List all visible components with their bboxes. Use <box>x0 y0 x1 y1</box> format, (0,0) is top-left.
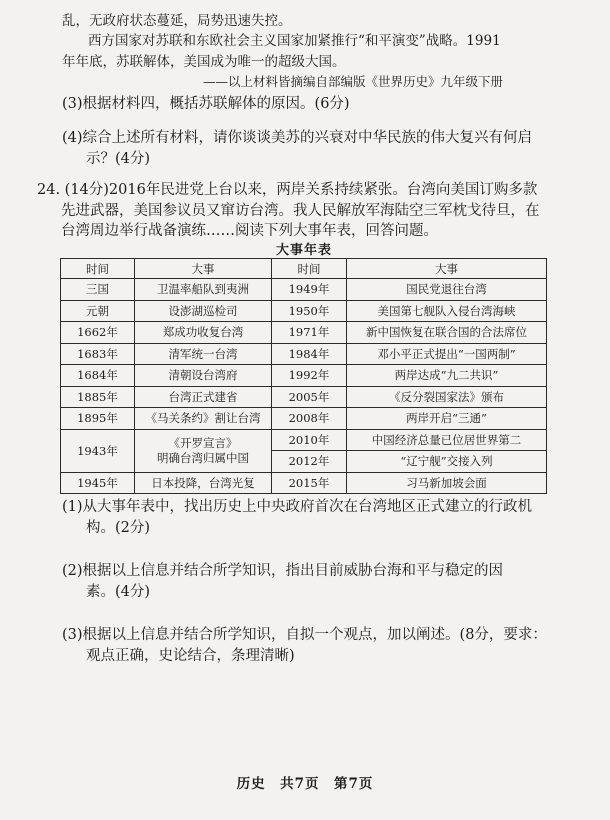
source-citation: ——以上材料皆摘编自部编版《世界历史》九年级下册 <box>203 74 504 89</box>
event-line: 明确台湾归属中国 <box>157 450 249 465</box>
question-23-3: (3)根据材料四，概括苏联解体的原因。(6分) <box>62 96 350 112</box>
question-24-2-cont: 素。(4分) <box>86 584 151 600</box>
passage-line: 年年底，苏联解体，美国成为唯一的超级大国。 <box>62 54 346 70</box>
event-cell: 郑成功收复台湾 <box>135 322 272 344</box>
table-row <box>61 343 547 365</box>
question-24-2: (2)根据以上信息并结合所学知识，指出目前威胁台海和平与稳定的因 <box>62 563 504 579</box>
time-cell: 1945年 <box>61 472 135 494</box>
time-cell: 2008年 <box>272 408 347 430</box>
event-cell: 日本投降，台湾光复 <box>135 472 272 494</box>
column-header-time: 时间 <box>61 259 135 279</box>
passage-line: 乱，无政府状态蔓延，局势迅速失控。 <box>62 13 292 29</box>
table-row <box>61 408 547 430</box>
event-cell: 邓小平正式提出“一国两制” <box>347 343 547 365</box>
time-cell: 1683年 <box>61 343 135 365</box>
event-cell: 设澎湖巡检司 <box>135 300 272 322</box>
question-24-intro: 先进武器，美国参议员又窜访台湾。我人民解放军海陆空三军枕戈待旦，在 <box>61 203 540 219</box>
question-24-intro: 24. (14分)2016年民进党上台以来，两岸关系持续紧张。台湾向美国订购多款 <box>37 182 538 198</box>
question-24-3: (3)根据以上信息并结合所学知识，自拟一个观点，加以阐述。(8分，要求： <box>62 627 547 643</box>
time-cell: 1950年 <box>272 300 347 322</box>
event-cell: 习马新加坡会面 <box>347 472 547 494</box>
event-cell: 美国第七舰队入侵台湾海峡 <box>347 300 547 322</box>
event-cell: 台湾正式建省 <box>135 386 272 408</box>
event-cell: 清军统一台湾 <box>135 343 272 365</box>
table-row <box>61 322 547 344</box>
table-row <box>61 429 547 451</box>
event-cell: 《反分裂国家法》颁布 <box>347 386 547 408</box>
passage-line: 西方国家对苏联和东欧社会主义国家加紧推行“和平演变”战略。1991 <box>88 33 501 49</box>
event-cell: “辽宁舰”交接入列 <box>347 451 547 473</box>
event-cell: 国民党退往台湾 <box>347 279 547 301</box>
question-24-intro: 台湾周边举行战备演练……阅读下列大事年表，回答问题。 <box>61 223 438 239</box>
time-cell: 2005年 <box>272 386 347 408</box>
time-cell: 1949年 <box>272 279 347 301</box>
table-row <box>61 472 547 494</box>
event-line: 《开罗宣言》 <box>168 435 238 450</box>
time-cell: 元朝 <box>61 300 135 322</box>
event-cell: 清朝设台湾府 <box>135 365 272 387</box>
event-cell: 两岸达成“九二共识” <box>347 365 547 387</box>
table-row <box>61 386 547 408</box>
table-row <box>61 300 547 322</box>
event-cell <box>135 429 272 472</box>
time-cell: 三国 <box>61 279 135 301</box>
table-row <box>61 365 547 387</box>
question-24-1-cont: 构。(2分) <box>86 520 151 536</box>
event-cell: 新中国恢复在联合国的合法席位 <box>347 322 547 344</box>
table-row <box>61 279 547 301</box>
question-24-3-cont: 观点正确，史论结合，条理清晰) <box>86 648 295 664</box>
time-cell: 1662年 <box>61 322 135 344</box>
table-header-row <box>61 259 547 279</box>
event-cell: 中国经济总量已位居世界第二 <box>347 429 547 451</box>
time-cell: 1885年 <box>61 386 135 408</box>
event-cell: 《马关条约》割让台湾 <box>135 408 272 430</box>
event-cell: 两岸开启“三通” <box>347 408 547 430</box>
column-header-event: 大事 <box>347 259 547 279</box>
column-header-event: 大事 <box>135 259 272 279</box>
time-cell: 1984年 <box>272 343 347 365</box>
time-cell: 2010年 <box>272 429 347 451</box>
time-cell: 1943年 <box>61 429 135 472</box>
event-cell: 卫温率船队到夷洲 <box>135 279 272 301</box>
question-23-4: (4)综合上述所有材料，请你谈谈美苏的兴衰对中华民族的伟大复兴有何启 <box>62 130 533 146</box>
column-header-time: 时间 <box>272 259 347 279</box>
time-cell: 1971年 <box>272 322 347 344</box>
time-cell: 1895年 <box>61 408 135 430</box>
table-title: 大事年表 <box>276 243 333 258</box>
events-table <box>60 258 547 494</box>
time-cell: 2015年 <box>272 472 347 494</box>
time-cell: 1684年 <box>61 365 135 387</box>
time-cell: 2012年 <box>272 451 347 473</box>
question-23-4-cont: 示？(4分) <box>86 151 151 167</box>
page-footer: 历史 共7页 第7页 <box>236 776 374 792</box>
question-24-1: (1)从大事年表中，找出历史上中央政府首次在台湾地区正式建立的行政机 <box>62 499 533 515</box>
time-cell: 1992年 <box>272 365 347 387</box>
